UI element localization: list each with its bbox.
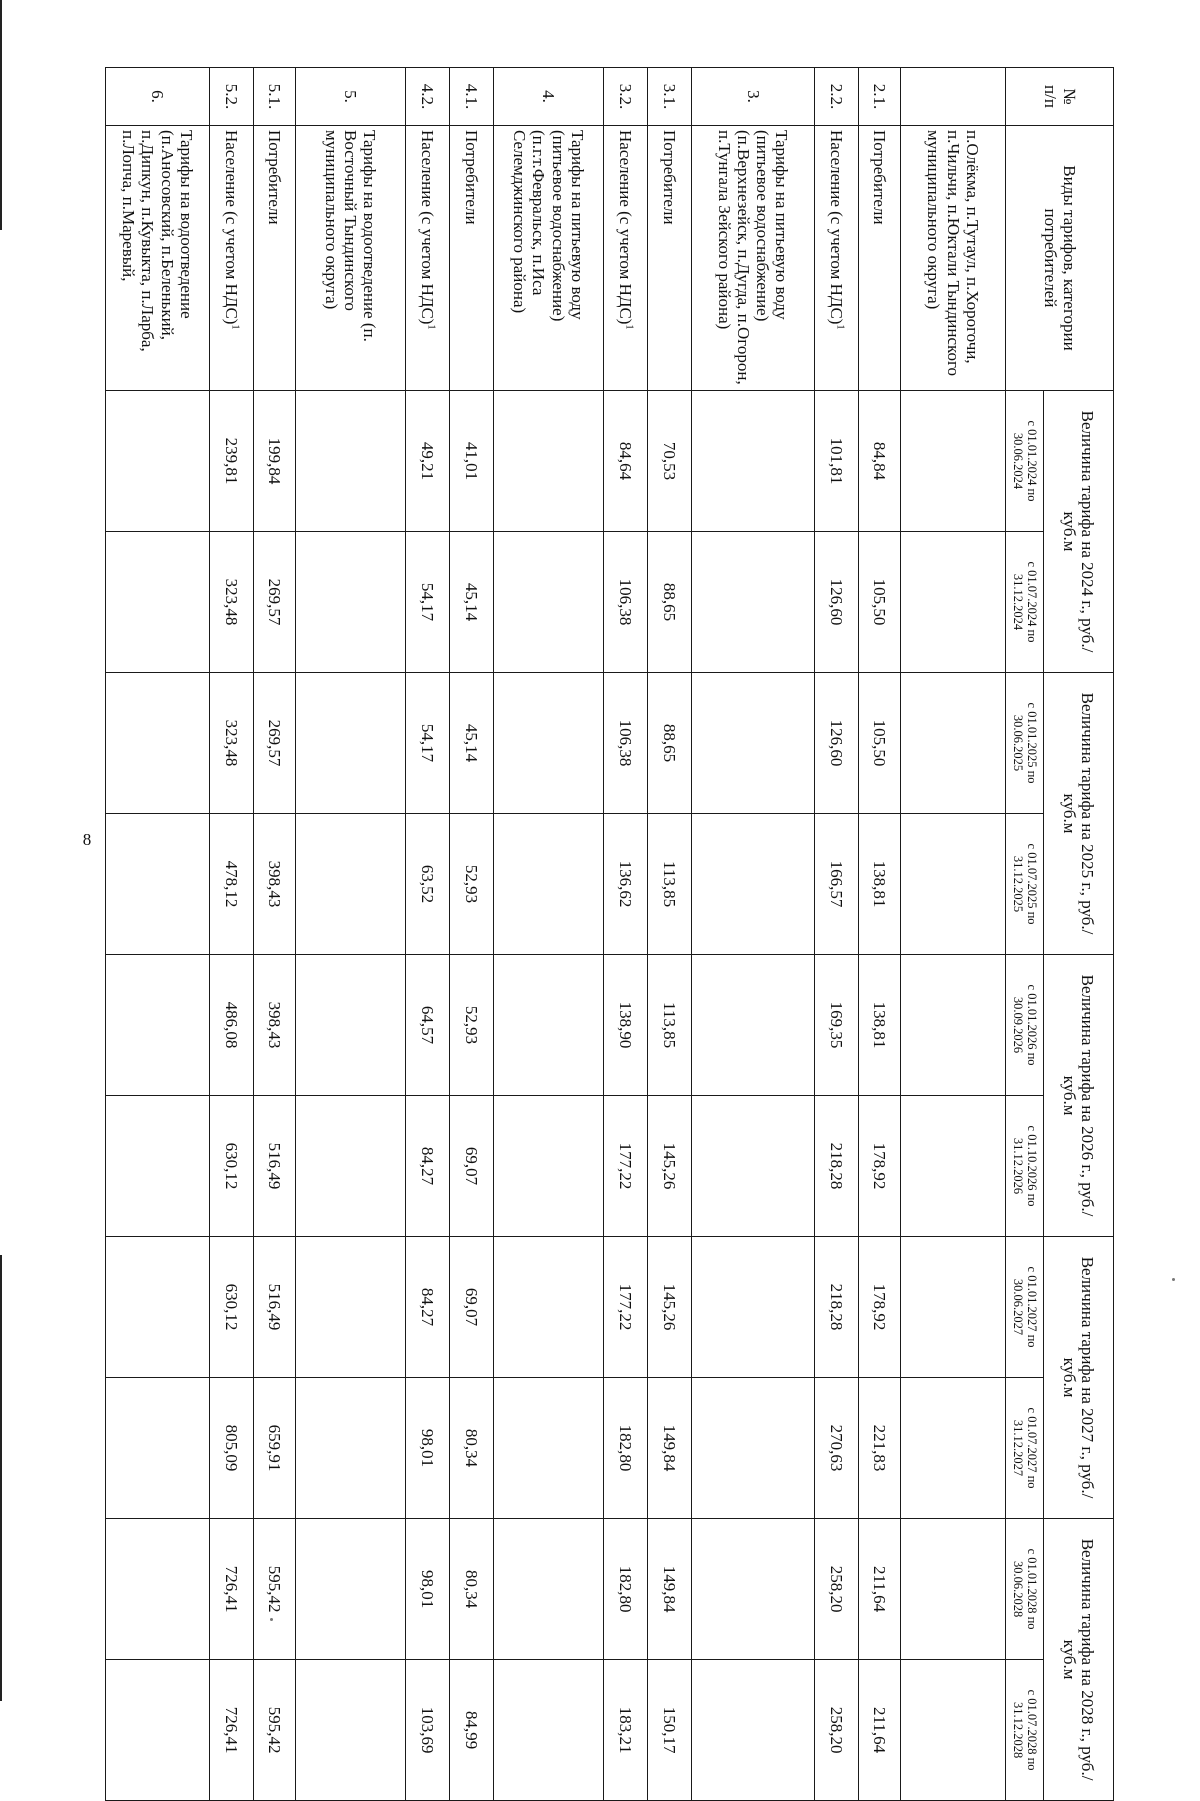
tariff-value-cell: 145,26 — [648, 1237, 692, 1378]
tariff-value-cell: 323,48 — [210, 532, 254, 673]
tariff-value-cell: 398,43 — [254, 814, 296, 955]
tariff-value-cell — [296, 1378, 406, 1519]
tariff-value-cell: 80,34 — [450, 1378, 494, 1519]
row-category-text: Потребители — [660, 130, 680, 225]
table-row — [106, 68, 210, 1801]
tariff-value-cell: 182,80 — [604, 1378, 648, 1519]
row-number — [901, 68, 1006, 126]
tariff-value-cell: 98,01 — [406, 1519, 450, 1660]
tariff-value-cell — [106, 814, 210, 955]
tariff-value-cell: 166,57 — [815, 814, 859, 955]
table-row — [692, 68, 815, 1801]
table-row — [406, 68, 450, 1801]
tariff-value-cell: 270,63 — [815, 1378, 859, 1519]
table-row — [296, 68, 406, 1801]
row-category — [494, 126, 604, 391]
tariff-value-cell: 98,01 — [406, 1378, 450, 1519]
tariff-value-cell: 595,42 — [254, 1660, 296, 1801]
tariff-value-cell: 630,12 — [210, 1237, 254, 1378]
row-category — [254, 126, 296, 391]
tariff-value-cell — [296, 1096, 406, 1237]
row-number: 4. — [494, 68, 604, 126]
row-category-text: Потребители — [462, 130, 482, 225]
tariff-value-cell: 149,84 — [648, 1519, 692, 1660]
tariff-value-cell: 269,57 — [254, 532, 296, 673]
tariff-value-cell — [106, 1378, 210, 1519]
tariff-value-cell — [692, 1660, 815, 1801]
row-number: 5. — [296, 68, 406, 126]
row-number: 4.1. — [450, 68, 494, 126]
tariff-value-cell — [901, 955, 1006, 1096]
table-row — [494, 68, 604, 1801]
tariff-value-cell: 126,60 — [815, 673, 859, 814]
tariff-value-cell: 80,34 — [450, 1519, 494, 1660]
tariff-value-cell: 138,81 — [859, 814, 901, 955]
tariff-value-cell: 805,09 — [210, 1378, 254, 1519]
tariff-value-cell — [296, 532, 406, 673]
tariff-value-cell — [494, 1519, 604, 1660]
tariff-value-cell — [106, 1096, 210, 1237]
tariff-value-cell: 239,81 — [210, 391, 254, 532]
footnote-marker: 1 — [229, 324, 241, 330]
tariff-value-cell: 182,80 — [604, 1519, 648, 1660]
tariff-value-cell: 138,81 — [859, 955, 901, 1096]
tariff-value-cell — [692, 1378, 815, 1519]
row-category — [648, 126, 692, 391]
tariff-value-cell: 69,07 — [450, 1237, 494, 1378]
header-year-2025: Величина тарифа на 2025 г., руб./куб.м — [1044, 673, 1114, 955]
tariff-value-cell — [692, 1237, 815, 1378]
scan-speck — [1172, 1278, 1175, 1281]
table-body — [106, 68, 1006, 1801]
row-category — [604, 126, 648, 391]
header-year-2027: Величина тарифа на 2027 г., руб./куб.м — [1044, 1237, 1114, 1519]
tariff-value-cell: 54,17 — [406, 532, 450, 673]
tariff-value-cell — [296, 391, 406, 532]
tariff-value-cell: 84,99 — [450, 1660, 494, 1801]
row-number: 2.2. — [815, 68, 859, 126]
tariff-value-cell: 258,20 — [815, 1519, 859, 1660]
tariff-value-cell: 726,41 — [210, 1519, 254, 1660]
tariff-value-cell — [106, 955, 210, 1096]
footnote-marker: 1 — [425, 324, 437, 330]
tariff-value-cell: 84,27 — [406, 1096, 450, 1237]
row-category — [815, 126, 859, 391]
tariff-value-cell: 478,12 — [210, 814, 254, 955]
tariff-value-cell: 84,27 — [406, 1237, 450, 1378]
tariff-value-cell: 516,49 — [254, 1237, 296, 1378]
tariff-value-cell: 149,84 — [648, 1378, 692, 1519]
header-year-2026: Величина тарифа на 2026 г., руб./куб.м — [1044, 955, 1114, 1237]
row-category-text: Тарифы на водоотведение (п.Аносовский, п.Беленький, п.Дипкун, п.Кувыкта, п.Ларба, п.Лопча, п.Маревый, — [119, 130, 196, 352]
tariff-value-cell — [692, 955, 815, 1096]
tariff-value-cell — [296, 814, 406, 955]
row-category — [296, 126, 406, 391]
header-period: с 01.01.2027 по 30.06.2027 — [1006, 1237, 1044, 1378]
tariff-value-cell: 199,84 — [254, 391, 296, 532]
tariff-value-cell — [692, 673, 815, 814]
tariff-value-cell — [106, 532, 210, 673]
tariff-value-cell — [296, 955, 406, 1096]
row-category-text: Население (с учетом НДС) — [616, 130, 636, 325]
tariff-value-cell: 70,53 — [648, 391, 692, 532]
header-period: с 01.07.2025 по 31.12.2025 — [1006, 814, 1044, 955]
table-row — [450, 68, 494, 1801]
footnote-marker: 1 — [623, 324, 635, 330]
tariff-value-cell — [296, 673, 406, 814]
tariff-value-cell: 221,83 — [859, 1378, 901, 1519]
tariff-value-cell — [901, 673, 1006, 814]
tariff-value-cell — [494, 1378, 604, 1519]
tariff-value-cell — [494, 532, 604, 673]
header-period: с 01.01.2025 по 30.06.2025 — [1006, 673, 1044, 814]
tariff-value-cell — [494, 955, 604, 1096]
header-year-2028: Величина тарифа на 2028 г., руб./куб.м — [1044, 1519, 1114, 1801]
row-category-text: Население (с учетом НДС) — [827, 130, 847, 325]
row-number: 2.1. — [859, 68, 901, 126]
row-category — [406, 126, 450, 391]
tariff-value-cell — [494, 814, 604, 955]
tariff-value-cell — [692, 1519, 815, 1660]
tariff-value-cell — [901, 391, 1006, 532]
tariff-value-cell: 84,84 — [859, 391, 901, 532]
header-row-years — [1044, 68, 1114, 1801]
header-num: № п/п — [1006, 68, 1114, 126]
tariff-value-cell: 726,41 — [210, 1660, 254, 1801]
tariff-value-cell — [296, 1237, 406, 1378]
tariff-value-cell: 84,64 — [604, 391, 648, 532]
scan-edge-line-top — [0, 0, 2, 230]
tariff-value-cell — [692, 391, 815, 532]
tariff-value-cell: 178,92 — [859, 1237, 901, 1378]
tariff-value-cell: 177,22 — [604, 1237, 648, 1378]
table-row — [859, 68, 901, 1801]
tariff-value-cell: 69,07 — [450, 1096, 494, 1237]
tariff-value-cell: 630,12 — [210, 1096, 254, 1237]
tariff-value-cell: 64,57 — [406, 955, 450, 1096]
tariff-value-cell: 49,21 — [406, 391, 450, 532]
tariff-value-cell: 45,14 — [450, 532, 494, 673]
row-category-text: Население (с учетом НДС) — [418, 130, 438, 325]
tariff-value-cell — [901, 1660, 1006, 1801]
header-period: с 01.10.2026 по 31.12.2026 — [1006, 1096, 1044, 1237]
tariff-value-cell: 269,57 — [254, 673, 296, 814]
tariff-value-cell: 103,69 — [406, 1660, 450, 1801]
tariff-value-cell — [494, 1660, 604, 1801]
row-category — [859, 126, 901, 391]
tariff-value-cell: 63,52 — [406, 814, 450, 955]
tariff-value-cell: 183,21 — [604, 1660, 648, 1801]
row-category-text: Население (с учетом НДС) — [222, 130, 242, 325]
tariff-value-cell — [296, 1519, 406, 1660]
tariff-value-cell: 178,92 — [859, 1096, 901, 1237]
tariff-value-cell — [692, 1096, 815, 1237]
tariff-value-cell: 211,64 — [859, 1660, 901, 1801]
header-category: Виды тарифов, категории потребителей — [1006, 126, 1114, 391]
table-row — [254, 68, 296, 1801]
tariff-value-cell: 136,62 — [604, 814, 648, 955]
tariff-value-cell — [494, 673, 604, 814]
tariff-value-cell — [901, 532, 1006, 673]
tariff-value-cell — [692, 814, 815, 955]
header-period: с 01.01.2024 по 30.06.2024 — [1006, 391, 1044, 532]
tariff-value-cell: 150,17 — [648, 1660, 692, 1801]
tariff-value-cell: 595,42 — [254, 1519, 296, 1660]
header-period: с 01.07.2024 по 31.12.2024 — [1006, 532, 1044, 673]
row-category-text: Потребители — [265, 130, 285, 225]
tariff-value-cell: 659,91 — [254, 1378, 296, 1519]
header-period: с 01.07.2027 по 31.12.2027 — [1006, 1378, 1044, 1519]
tariff-value-cell: 398,43 — [254, 955, 296, 1096]
tariff-value-cell: 105,50 — [859, 532, 901, 673]
footnote-marker: 1 — [834, 324, 846, 330]
tariff-value-cell — [494, 391, 604, 532]
tariff-value-cell: 106,38 — [604, 532, 648, 673]
tariff-value-cell — [901, 814, 1006, 955]
row-category-text: Тарифы на питьевую воду (питьевое водоснабжение) (п.Верхнезейск, п.Дугда, п.Огорон, п.Тунгала Зейского района) — [714, 130, 792, 385]
table-row — [648, 68, 692, 1801]
tariff-value-cell: 169,35 — [815, 955, 859, 1096]
row-category-text: Потребители — [870, 130, 890, 225]
tariff-value-cell — [901, 1237, 1006, 1378]
tariff-value-cell: 218,28 — [815, 1237, 859, 1378]
header-period: с 01.01.2028 по 30.06.2028 — [1006, 1519, 1044, 1660]
tariff-value-cell: 211,64 — [859, 1519, 901, 1660]
tariff-value-cell — [106, 1237, 210, 1378]
tariff-value-cell: 88,65 — [648, 673, 692, 814]
tariff-value-cell: 101,81 — [815, 391, 859, 532]
row-category — [210, 126, 254, 391]
rotated-table-container — [119, 67, 1114, 1781]
row-number: 3.2. — [604, 68, 648, 126]
tariff-value-cell — [106, 673, 210, 814]
tariff-value-cell: 113,85 — [648, 955, 692, 1096]
tariff-value-cell — [901, 1096, 1006, 1237]
row-category-text: п.Олёкма, п.Тутаул, п.Хорогочи, п.Чильчи, п.Юктали Тындинского муниципального округа) — [924, 130, 982, 376]
tariff-value-cell — [106, 1519, 210, 1660]
header-period: с 01.07.2028 по 31.12.2028 — [1006, 1660, 1044, 1801]
row-category — [692, 126, 815, 391]
tariff-value-cell — [692, 532, 815, 673]
row-number: 6. — [106, 68, 210, 126]
tariff-value-cell: 105,50 — [859, 673, 901, 814]
tariff-value-cell — [494, 1237, 604, 1378]
tariff-value-cell: 486,08 — [210, 955, 254, 1096]
row-number: 4.2. — [406, 68, 450, 126]
table-row — [210, 68, 254, 1801]
tariff-value-cell — [494, 1096, 604, 1237]
row-number: 5.2. — [210, 68, 254, 126]
tariff-value-cell: 52,93 — [450, 814, 494, 955]
tariff-value-cell — [106, 391, 210, 532]
tariff-value-cell — [901, 1519, 1006, 1660]
tariff-value-cell: 258,20 — [815, 1660, 859, 1801]
tariff-value-cell: 145,26 — [648, 1096, 692, 1237]
header-year-2024: Величина тарифа на 2024 г., руб./куб.м — [1044, 391, 1114, 673]
row-number: 5.1. — [254, 68, 296, 126]
table-row — [604, 68, 648, 1801]
tariff-value-cell: 54,17 — [406, 673, 450, 814]
row-category — [106, 126, 210, 391]
row-number: 3. — [692, 68, 815, 126]
page-number: 8 — [82, 830, 92, 849]
row-category-text: Тарифы на водоотведение (п. Восточный Тындинского муниципального округа) — [321, 130, 380, 342]
tariff-value-cell: 126,60 — [815, 532, 859, 673]
tariff-value-cell: 177,22 — [604, 1096, 648, 1237]
row-category-text: Тарифы на питьевую воду (питьевое водоснабжение) (п.г.т.Февральск, п.Иса Селемджинского района) — [510, 130, 587, 322]
tariff-value-cell: 138,90 — [604, 955, 648, 1096]
tariff-value-cell: 45,14 — [450, 673, 494, 814]
row-category — [450, 126, 494, 391]
row-category — [901, 126, 1006, 391]
tariff-value-cell: 516,49 — [254, 1096, 296, 1237]
table-row — [901, 68, 1006, 1801]
tariff-value-cell: 218,28 — [815, 1096, 859, 1237]
scan-edge-line-bottom — [0, 1255, 2, 1701]
tariff-value-cell: 88,65 — [648, 532, 692, 673]
tariff-table — [105, 67, 1114, 1801]
tariff-value-cell — [901, 1378, 1006, 1519]
tariff-value-cell: 52,93 — [450, 955, 494, 1096]
table-row — [815, 68, 859, 1801]
tariff-value-cell: 323,48 — [210, 673, 254, 814]
tariff-value-cell — [296, 1660, 406, 1801]
row-number: 3.1. — [648, 68, 692, 126]
tariff-value-cell: 41,01 — [450, 391, 494, 532]
header-period: с 01.01.2026 по 30.09.2026 — [1006, 955, 1044, 1096]
tariff-value-cell: 113,85 — [648, 814, 692, 955]
tariff-value-cell — [106, 1660, 210, 1801]
tariff-value-cell: 106,38 — [604, 673, 648, 814]
